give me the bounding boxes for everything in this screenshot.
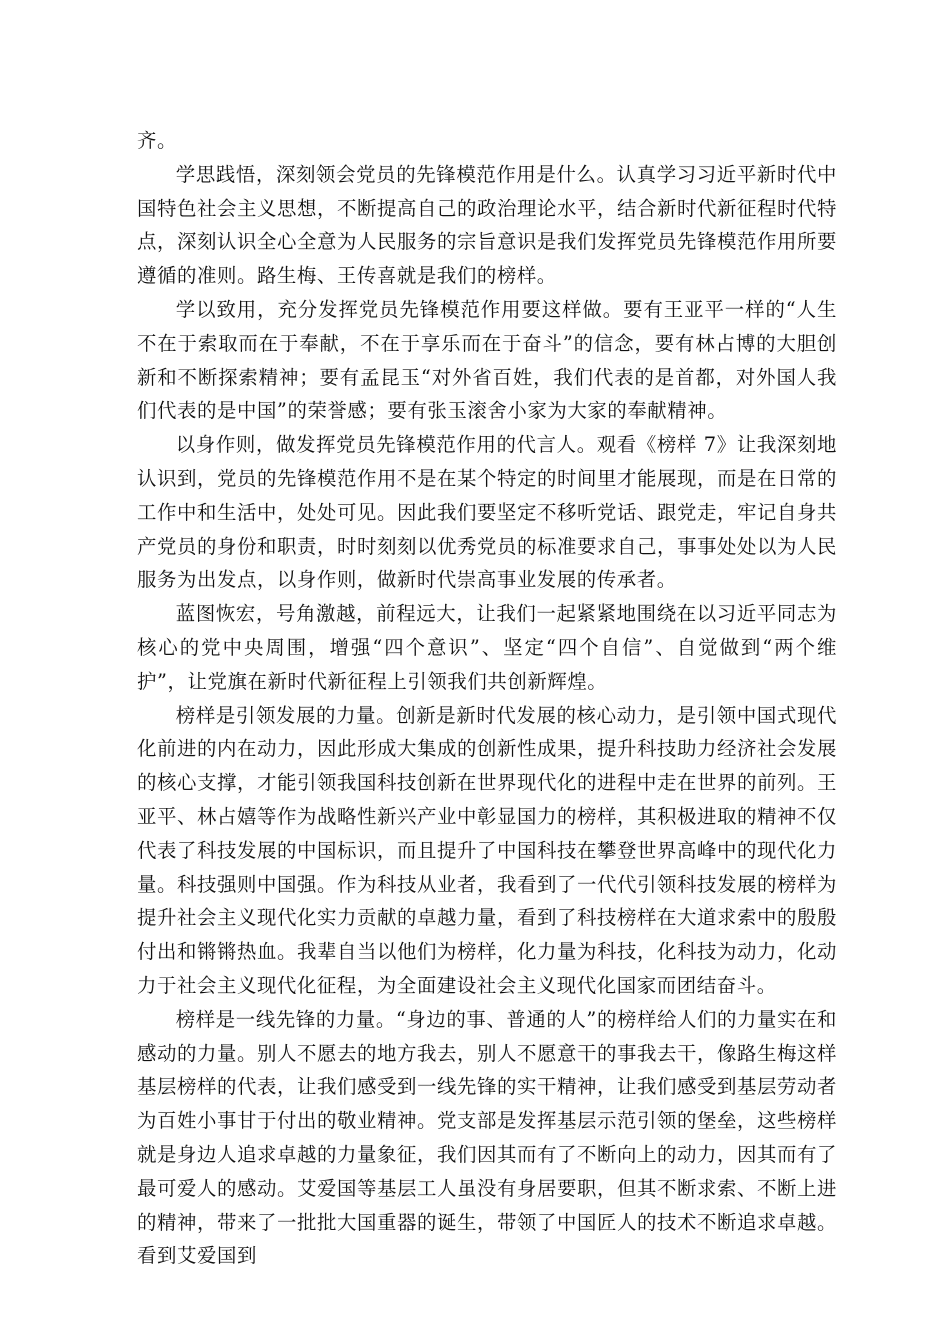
paragraph-power-of-development: 榜样是引领发展的力量。创新是新时代发展的核心动力，是引领中国式现代化前进的内在动力，因此形成大集成的创新性成果，提升科技助力经济社会发展的核心支撑，才能引领我国科技创新在世界现代化的进程中走在世界的前列。王亚平、林占嬉等作为战略性新兴产业中彰显国力的榜样，其积极进取的精神不仅代表了科技发展的中国标识，而且提升了中国科技在攀登世界高峰中的现代化力量。科技强则中国强。作为科技从业者，我看到了一代代引领科技发展的榜样为提升社会主义现代化实力贡献的卓越力量，看到了科技榜样在大道求索中的殷殷付出和锵锵热血。我辈自当以他们为榜样，化力量为科技，化科技为动力，化动力于社会主义现代化征程，为全面建设社会主义现代化国家而团结奋斗。	[137, 703, 837, 997]
paragraph-learning-and-thinking: 学思践悟，深刻领会党员的先锋模范作用是什么。认真学习习近平新时代中国特色社会主义思想，不断提高自己的政治理论水平，结合新时代新征程时代特点，深刻认识全心全意为人民服务的宗旨意识是我们发挥党员先锋模范作用所要遵循的准则。路生梅、王传喜就是我们的榜样。	[137, 162, 837, 288]
paragraph-lead-by-example: 以身作则，做发挥党员先锋模范作用的代言人。观看《榜样 7》让我深刻地认识到，党员的先锋模范作用不是在某个特定的时间里才能展现，而是在日常的工作中和生活中，处处可见。因此我们要坚定不移听党话、跟党走，牢记自身共产党员的身份和职责，时时刻刻以优秀党员的标准要求自己，事事处处以为人民服务为出发点，以身作则，做新时代崇高事业发展的传承者。	[137, 433, 837, 592]
paragraph-blueprint: 蓝图恢宏，号角激越，前程远大，让我们一起紧紧地围绕在以习近平同志为核心的党中央周围，增强“四个意识”、坚定“四个自信”、自觉做到“两个维护”，让党旗在新时代新征程上引领我们共创新辉煌。	[137, 602, 837, 693]
paragraph-frontline-vanguard: 榜样是一线先锋的力量。“身边的事、普通的人”的榜样给人们的力量实在和感动的力量。别人不愿去的地方我去，别人不愿意干的事我去干，像路生梅这样基层榜样的代表，让我们感受到一线先锋的实干精神，让我们感受到基层劳动者为百姓小事甘于付出的敬业精神。党支部是发挥基层示范引领的堡垒，这些榜样就是身边人追求卓越的力量象征，我们因其而有了不断向上的动力，因其而有了最可爱人的感动。艾爱国等基层工人虽没有身居要职，但其不断求索、不断上进的精神，带来了一批批大国重器的诞生，带领了中国匠人的技术不断追求卓越。看到艾爱国到	[137, 1007, 837, 1268]
paragraph-continuation: 齐。	[137, 129, 177, 152]
document-body	[137, 124, 837, 1273]
paragraph-apply-learning: 学以致用，充分发挥党员先锋模范作用要这样做。要有王亚平一样的“人生不在于索取而在于奉献，不在于享乐而在于奋斗”的信念，要有林占博的大胆创新和不断探索精神；要有孟昆玉“对外省百姓，我们代表的是首都，对外国人我们代表的是中国”的荣誉感；要有张玉滚舍小家为大家的奉献精神。	[137, 297, 837, 423]
